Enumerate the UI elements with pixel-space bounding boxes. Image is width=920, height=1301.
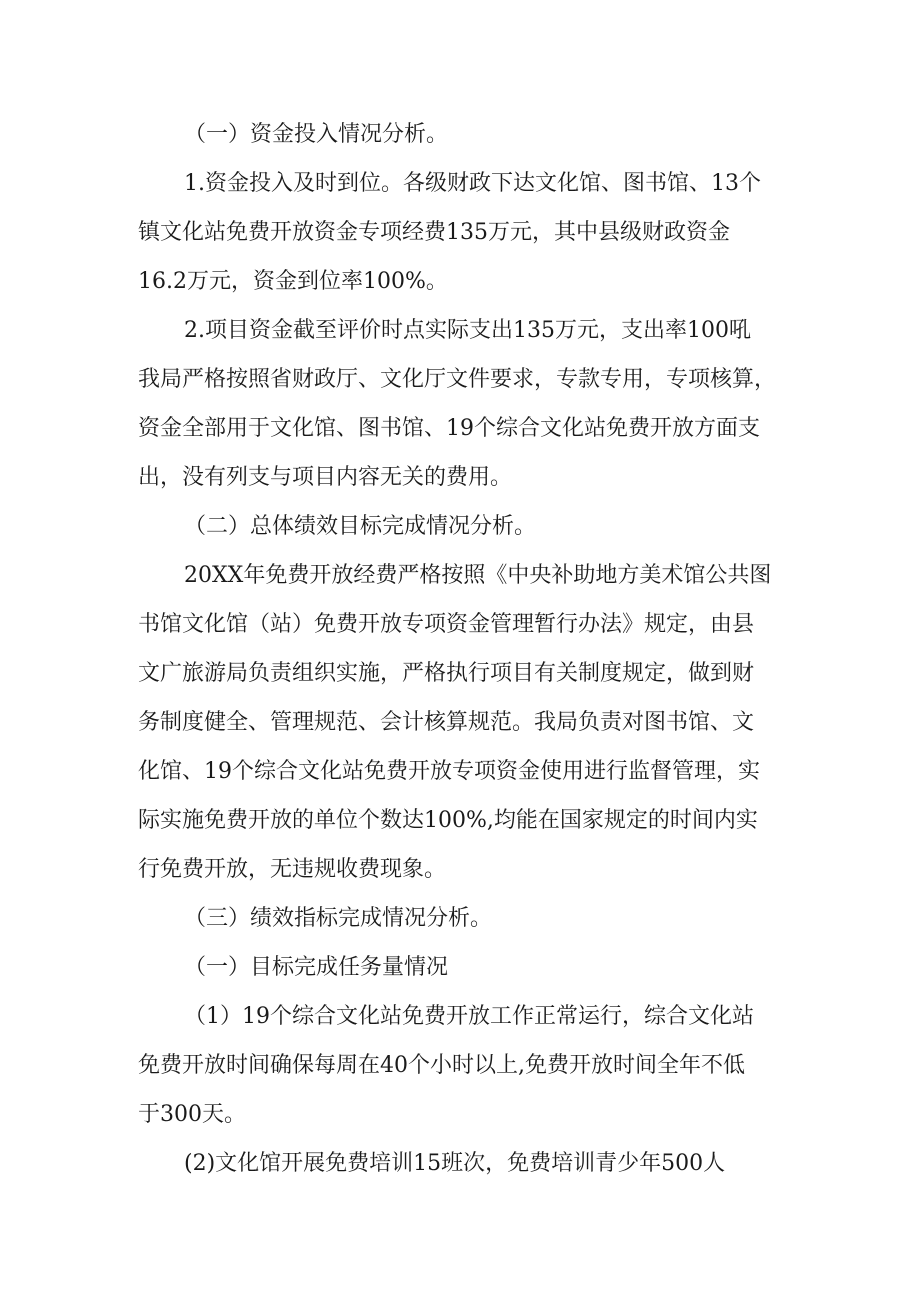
paragraph-line: 20XX年免费开放经费严格按照《中央补助地方美术馆公共图 (184, 563, 772, 588)
subsection-heading: （一）目标完成任务量情况 (184, 955, 449, 980)
paragraph-line: 文广旅游局负责组织实施，严格执行项目有关制度规定，做到财 (138, 661, 755, 686)
paragraph-line: 资金全部用于文化馆、图书馆、19个综合文化站免费开放方面支 (138, 416, 760, 441)
paragraph-line: 免费开放时间确保每周在40个小时以上,免费开放时间全年不低 (138, 1053, 745, 1078)
paragraph-line: 镇文化站免费开放资金专项经费135万元，其中县级财政资金 (138, 220, 730, 245)
paragraph-line: (2)文化馆开展免费培训15班次，免费培训青少年500人 (184, 1151, 726, 1176)
section-heading-2: （二）总体绩效目标完成情况分析。 (184, 514, 537, 539)
section-heading-3: （三）绩效指标完成情况分析。 (184, 906, 493, 931)
section-heading-1: （一）资金投入情况分析。 (184, 122, 449, 147)
paragraph-line: 我局严格按照省财政厅、文化厅文件要求，专款专用，专项核算， (138, 367, 777, 392)
paragraph-line: 16.2万元，资金到位率100%。 (138, 269, 448, 294)
paragraph-line: 书馆文化馆（站）免费开放专项资金管理暂行办法》规定，由县 (138, 612, 755, 637)
paragraph-line: 际实施免费开放的单位个数达100%,均能在国家规定的时间内实 (138, 808, 758, 833)
paragraph-line: 务制度健全、管理规范、会计核算规范。我局负责对图书馆、文 (138, 710, 755, 735)
paragraph-line: 化馆、19个综合文化站免费开放专项资金使用进行监督管理，实 (138, 759, 760, 784)
paragraph-line: （1）19个综合文化站免费开放工作正常运行，综合文化站 (184, 1004, 754, 1029)
paragraph-line: 行免费开放，无违规收费现象。 (138, 857, 447, 882)
paragraph-line: 2.项目资金截至评价时点实际支出135万元，支出率100吼 (184, 318, 751, 343)
paragraph-line: 于300天。 (138, 1102, 246, 1127)
paragraph-line: 1.资金投入及时到位。各级财政下达文化馆、图书馆、13个 (184, 171, 761, 196)
paragraph-line: 出，没有列支与项目内容无关的费用。 (138, 465, 513, 490)
